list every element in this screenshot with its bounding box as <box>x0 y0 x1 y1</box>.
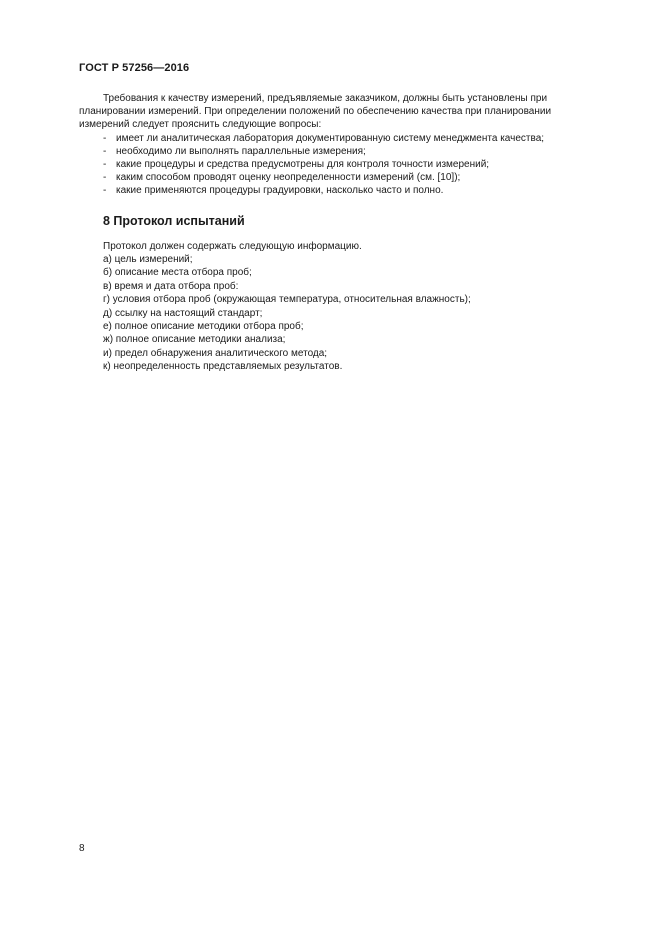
dash-marker: - <box>103 146 107 157</box>
list-item <box>103 171 544 184</box>
section-heading: 8 Протокол испытаний <box>103 214 245 228</box>
list-item: ж) полное описание методики анализа; <box>103 334 286 346</box>
intro-line-2: планировании измерений. При определении положений по обеспечению качества при планировании <box>79 106 552 117</box>
list-item: г) условия отбора проб (окружающая температура, относительная влажность); <box>103 294 471 306</box>
list-item: д) ссылку на настоящий стандарт; <box>103 307 263 319</box>
list-item-text: какие процедуры и средства предусмотрены для контроля точности измерений; <box>116 159 490 170</box>
list-item: а) цель измерений; <box>103 254 193 265</box>
list-item <box>103 184 544 197</box>
dash-marker: - <box>103 133 107 144</box>
intro-paragraph <box>79 92 615 131</box>
intro-line-1: Требования к качеству измерений, предъявляемые заказчиком, должны быть установлены при <box>103 93 548 104</box>
page-number: 8 <box>79 843 85 854</box>
list-item <box>103 158 544 171</box>
list-item: к) неопределенность представляемых результатов. <box>103 361 343 373</box>
list-item <box>103 132 544 145</box>
list-item: в) время и дата отбора проб: <box>103 280 239 292</box>
list-item <box>103 145 544 158</box>
intro-line-3: измерений следует прояснить следующие вопросы: <box>79 119 322 130</box>
dash-marker: - <box>103 185 107 196</box>
protocol-lead-text: Протокол должен содержать следующую информацию. <box>103 241 362 252</box>
list-item-text: каким способом проводят оценку неопределенности измерений (см. [10]); <box>116 172 461 183</box>
list-item: е) полное описание методики отбора проб; <box>103 321 304 333</box>
list-item: б) описание места отбора проб; <box>103 267 252 279</box>
list-item-text: имеет ли аналитическая лаборатория документированную систему менеджмента качества; <box>116 133 545 144</box>
list-item-text: необходимо ли выполнять параллельные измерения; <box>116 146 366 157</box>
list-item: и) предел обнаружения аналитического метода; <box>103 347 328 359</box>
list-item-text: какие применяются процедуры градуировки, насколько часто и полно. <box>116 185 444 196</box>
dash-marker: - <box>103 159 107 170</box>
protocol-items-list <box>103 253 471 374</box>
dash-marker: - <box>103 172 107 183</box>
document-code-header: ГОСТ Р 57256—2016 <box>79 62 190 74</box>
quality-questions-list <box>103 132 544 197</box>
